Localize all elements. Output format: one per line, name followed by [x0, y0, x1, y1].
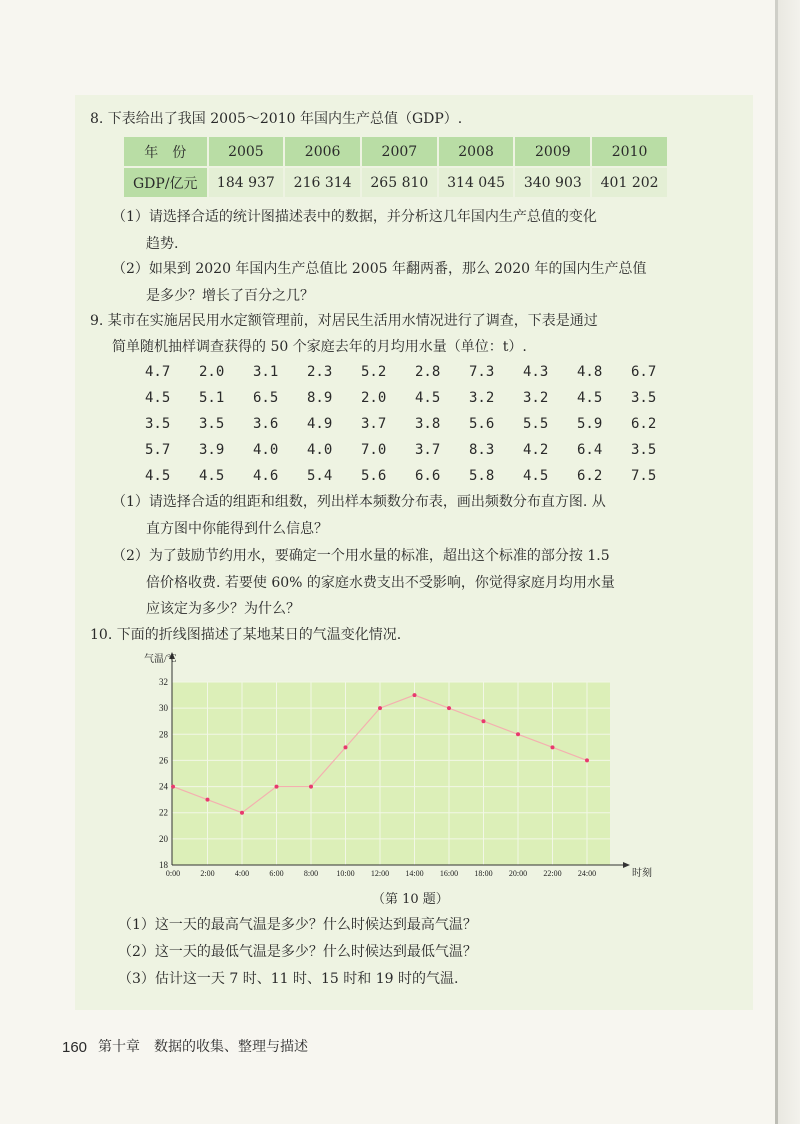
x-tick-label: 8:00	[303, 869, 319, 878]
water-value: 6.2	[577, 468, 603, 484]
y-tick-label: 22	[159, 807, 168, 818]
gdp-table-header-row	[124, 137, 668, 167]
temperature-line-chart	[128, 648, 652, 888]
water-value: 5.1	[199, 390, 225, 406]
gdp-value-cell: 184 937	[208, 167, 285, 198]
q8-sub1-line2: 趋势.	[146, 236, 179, 252]
y-tick-label: 30	[159, 703, 168, 714]
water-value: 4.9	[307, 416, 333, 432]
q9-intro-line1: 9. 某市在实施居民用水定额管理前，对居民生活用水情况进行了调查，下表是通过	[90, 313, 598, 329]
water-value: 4.0	[253, 442, 279, 458]
water-value: 6.2	[631, 416, 657, 432]
water-value: 3.1	[253, 364, 279, 380]
water-value: 3.2	[469, 390, 495, 406]
water-value: 5.2	[361, 364, 387, 380]
water-value: 4.8	[577, 364, 603, 380]
gdp-year-cell: 2006	[284, 137, 361, 167]
water-value: 3.9	[199, 442, 225, 458]
water-value: 6.6	[415, 468, 441, 484]
q9-sub2-line3: 应该定为多少？为什么？	[146, 601, 300, 617]
gdp-value-cell: 340 903	[514, 167, 591, 198]
q9-sub2-line1: （2）为了鼓励节约用水，要确定一个用水量的标准，超出这个标准的部分按 1.5	[112, 548, 610, 564]
water-value: 3.7	[361, 416, 387, 432]
water-value: 6.5	[253, 390, 279, 406]
x-tick-label: 12:00	[370, 869, 390, 878]
water-value: 5.6	[469, 416, 495, 432]
x-tick-label: 14:00	[405, 869, 424, 878]
page-edge-shadow	[778, 0, 800, 1124]
water-value: 4.5	[415, 390, 441, 406]
y-tick-labels	[159, 677, 169, 870]
water-value: 7.3	[469, 364, 495, 380]
temperature-point	[275, 785, 279, 789]
water-value: 5.9	[577, 416, 603, 432]
water-value: 7.5	[631, 468, 657, 484]
temperature-point	[482, 719, 486, 723]
temperature-point	[585, 758, 589, 762]
binding-edge	[775, 0, 778, 1124]
y-tick-label: 26	[159, 755, 168, 766]
water-value: 5.4	[307, 468, 333, 484]
temperature-point	[378, 706, 382, 710]
water-value: 5.7	[145, 442, 171, 458]
water-value: 3.2	[523, 390, 549, 406]
water-value: 3.8	[415, 416, 441, 432]
water-value: 3.5	[199, 416, 225, 432]
water-value: 6.4	[577, 442, 603, 458]
gdp-table	[124, 137, 669, 199]
gdp-value-cell: 216 314	[284, 167, 361, 198]
q8-sub2-line1: （2）如果到 2020 年国内生产总值比 2005 年翻两番，那么 2020 年的国内生产总值	[112, 261, 647, 277]
water-value: 2.0	[361, 390, 387, 406]
water-value: 5.6	[361, 468, 387, 484]
x-tick-label: 10:00	[336, 869, 355, 878]
y-tick-label: 28	[159, 729, 168, 740]
water-value: 4.0	[307, 442, 333, 458]
x-tick-label: 16:00	[439, 869, 459, 878]
temperature-point	[516, 732, 520, 736]
x-tick-label: 20:00	[508, 869, 528, 878]
x-tick-label: 4:00	[234, 869, 250, 878]
x-tick-label: 18:00	[474, 869, 493, 878]
x-tick-label: 0:00	[165, 869, 181, 878]
water-value: 4.5	[199, 468, 225, 484]
temperature-point	[240, 811, 244, 815]
water-value: 3.7	[415, 442, 441, 458]
gdp-year-cell: 2009	[514, 137, 591, 167]
gdp-year-cell: 2007	[361, 137, 438, 167]
q10-sub2: （2）这一天的最低气温是多少？什么时候达到最低气温？	[118, 944, 477, 960]
water-value: 4.5	[145, 468, 171, 484]
gdp-table-gdp-label: GDP/亿元	[124, 167, 208, 198]
q9-sub1-line1: （1）请选择合适的组距和组数，列出样本频数分布表，画出频数分布直方图. 从	[112, 494, 606, 510]
water-value: 2.8	[415, 364, 441, 380]
x-axis-label: 时刻	[632, 868, 652, 879]
temperature-point	[344, 745, 348, 749]
water-value: 4.6	[253, 468, 279, 484]
q8-sub1-line1: （1）请选择合适的统计图描述表中的数据，并分析这几年国内生产总值的变化	[112, 209, 597, 225]
gdp-table-value-row	[124, 167, 668, 198]
x-tick-label: 22:00	[543, 869, 562, 878]
water-value: 4.5	[523, 468, 549, 484]
gdp-value-cell: 401 202	[591, 167, 668, 198]
gdp-value-cell: 314 045	[438, 167, 515, 198]
x-tick-label: 24:00	[577, 869, 597, 878]
gdp-value-cell: 265 810	[361, 167, 438, 198]
y-tick-label: 18	[159, 860, 168, 870]
temperature-point	[206, 798, 210, 802]
water-value: 4.5	[145, 390, 171, 406]
temperature-point	[309, 785, 313, 789]
y-tick-label: 24	[159, 781, 168, 792]
temperature-point	[171, 785, 175, 789]
temperature-point	[413, 693, 417, 697]
gdp-year-cell: 2008	[438, 137, 515, 167]
chart-plot-area	[172, 682, 610, 865]
chapter-title: 第十章 数据的收集、整理与描述	[98, 1039, 308, 1055]
water-value: 5.8	[469, 468, 495, 484]
water-value: 4.7	[145, 364, 171, 380]
y-tick-label: 20	[159, 833, 168, 844]
chart-caption: （第 10 题）	[372, 892, 449, 907]
gdp-year-cell: 2010	[591, 137, 668, 167]
water-value: 3.6	[253, 416, 279, 432]
water-value: 2.3	[307, 364, 333, 380]
x-tick-label: 6:00	[269, 869, 284, 878]
q9-sub1-line2: 直方图中你能得到什么信息？	[146, 521, 328, 537]
q9-intro-line2: 简单随机抽样调查获得的 50 个家庭去年的月均用水量（单位：t）.	[112, 339, 527, 355]
y-axis-label: 气温/℃	[144, 654, 177, 665]
q8-sub2-line2: 是多少？增长了百分之几？	[146, 288, 314, 304]
temperature-point	[551, 745, 555, 749]
water-value: 2.0	[199, 364, 225, 380]
water-value: 4.2	[523, 442, 549, 458]
gdp-year-cell: 2005	[208, 137, 285, 167]
page-number: 160	[62, 1039, 88, 1056]
water-value: 8.3	[469, 442, 495, 458]
q9-sub2-line2: 倍价格收费. 若要使 60% 的家庭水费支出不受影响，你觉得家庭月均用水量	[146, 575, 615, 591]
x-tick-label: 2:00	[200, 869, 215, 878]
water-value: 4.3	[523, 364, 549, 380]
x-axis-arrow-icon	[623, 862, 630, 868]
water-value: 7.0	[361, 442, 387, 458]
q10-sub3: （3）估计这一天 7 时、11 时、15 时和 19 时的气温.	[118, 971, 459, 987]
water-value: 3.5	[631, 390, 657, 406]
gdp-table-year-label: 年 份	[124, 137, 208, 167]
water-value: 3.5	[145, 416, 171, 432]
water-value: 6.7	[631, 364, 657, 380]
temperature-point	[447, 706, 451, 710]
water-usage-data-grid	[145, 364, 685, 484]
y-tick-label: 32	[159, 677, 168, 687]
water-value: 3.5	[631, 442, 657, 458]
q8-intro: 8. 下表给出了我国 2005～2010 年国内生产总值（GDP）.	[90, 111, 463, 127]
water-value: 8.9	[307, 390, 333, 406]
q10-intro: 10. 下面的折线图描述了某地某日的气温变化情况.	[90, 627, 402, 643]
water-value: 5.5	[523, 416, 549, 432]
q10-sub1: （1）这一天的最高气温是多少？什么时候达到最高气温？	[118, 917, 477, 933]
x-tick-labels	[166, 869, 596, 878]
water-value: 4.5	[577, 390, 603, 406]
